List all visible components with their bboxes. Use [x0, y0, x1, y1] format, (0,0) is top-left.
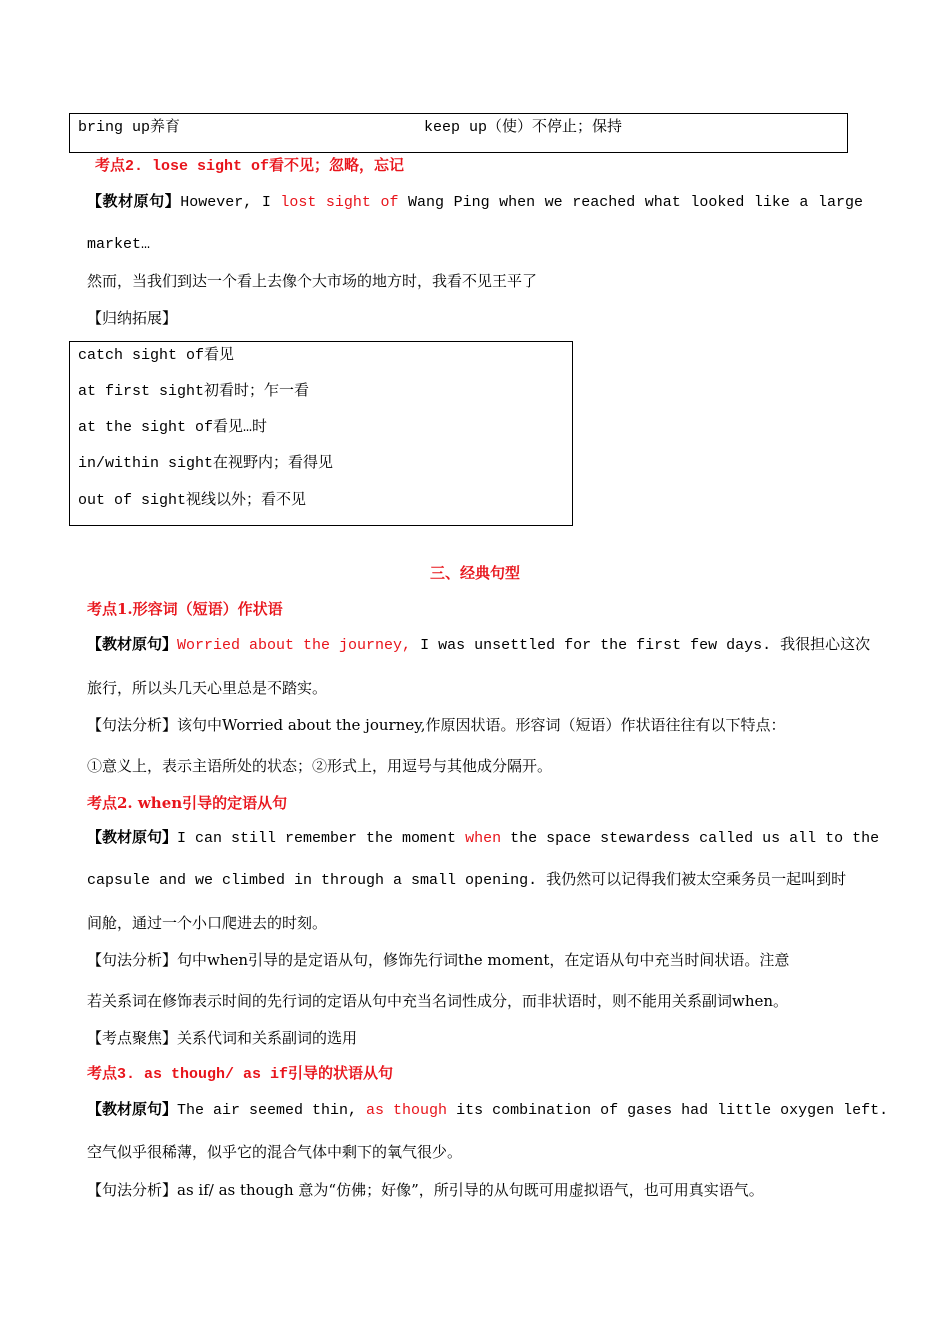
s2-original-line2: capsule and we climbed in through a small opening. 我仍然可以记得我们被太空乘务员一起叫到时: [87, 872, 847, 889]
s3-highlight: as though: [366, 1102, 448, 1119]
kp2-orig-highlight: lost sight of: [280, 194, 399, 211]
s3-analysis-line1: 【句法分析】as if/ as though 意为“仿佛；好像”，所引导的从句既可用虚拟语气，也可用真实语气。: [87, 1181, 764, 1199]
s1-original-line1: [87, 636, 870, 656]
kp2-title: 考点2. lose sight of看不见；忽略，忘记: [95, 158, 405, 175]
s1-analysis-line2: ①意义上，表示主语所处的状态；②形式上，用逗号与其他成分隔开。: [87, 757, 553, 775]
s2-post: the space stewardess called us all to the: [501, 830, 880, 847]
kp2-orig-pre: However, I: [180, 194, 281, 211]
s3-pre: The air seemed thin,: [177, 1102, 367, 1119]
s3-title: 考点3. as though/ as if引导的状语从句: [87, 1066, 394, 1083]
s3-original-line2: 空气似乎很稀薄，似乎它的混合气体中剩下的氧气很少。: [87, 1143, 463, 1161]
phrase-item: out of sight视线以外；看不见: [78, 492, 307, 509]
s1-original-line2: 旅行，所以头几天心里总是不踏实。: [87, 679, 328, 697]
s2-pre: I can still remember the moment: [177, 830, 466, 847]
kp2-original-line2: market…: [87, 236, 151, 253]
kp2-orig-label: 【教材原句】: [87, 194, 181, 211]
phrase-item: at first sight初看时；乍一看: [78, 383, 310, 400]
s2-original-line3: 间舱，通过一个小口爬进去的时刻。: [87, 914, 328, 932]
table-bring-up: [69, 113, 848, 153]
table-sight-phrases: [69, 341, 573, 526]
phrase-item: in/within sight在视野内；看得见: [78, 455, 334, 472]
s1-rest: I was unsettled for the first few days. 我很担心这次: [411, 637, 871, 654]
s2-focus: 【考点聚焦】关系代词和关系副词的选用: [87, 1029, 358, 1047]
s2-original-line1: [87, 829, 880, 849]
s1-analysis-line1: 【句法分析】该句中Worried about the journey,作原因状语。形容词（短语）作状语往往有以下特点：: [87, 716, 786, 734]
s3-post: its combination of gases had little oxygen left.: [447, 1102, 889, 1119]
s1-label: 【教材原句】: [87, 637, 178, 654]
kp2-translation: 然而，当我们到达一个看上去像个大市场的地方时，我看不见王平了: [87, 272, 538, 290]
s1-highlight: Worried about the journey,: [177, 637, 412, 654]
s2-analysis-line2: 若关系词在修饰表示时间的先行词的定语从句中充当名词性成分，而非状语时，则不能用关系副词when。: [87, 992, 789, 1010]
s3-original-line1: [87, 1101, 888, 1121]
s3-label: 【教材原句】: [87, 1102, 178, 1119]
kp2-orig-post: Wang Ping when we reached what looked like a large: [398, 194, 863, 211]
s2-analysis-line1: 【句法分析】句中when引导的是定语从句，修饰先行词the moment，在定语从句中充当时间状语。注意: [87, 951, 790, 969]
phrase-item: catch sight of看见: [78, 347, 235, 364]
table-cell-left: bring up养育: [78, 119, 181, 136]
section3-title: 三、经典句型: [429, 564, 520, 582]
kp2-original-line1: [87, 193, 863, 213]
table-cell-right: keep up（使）不停止；保持: [424, 119, 623, 136]
s2-highlight: when: [465, 830, 502, 847]
s2-label: 【教材原句】: [87, 830, 178, 847]
s1-title: 考点1.形容词（短语）作状语: [87, 600, 283, 618]
phrase-item: at the sight of看见…时: [78, 419, 268, 436]
s2-title: 考点2. when引导的定语从句: [87, 794, 288, 812]
kp2-expand-label: 【归纳拓展】: [87, 309, 178, 327]
